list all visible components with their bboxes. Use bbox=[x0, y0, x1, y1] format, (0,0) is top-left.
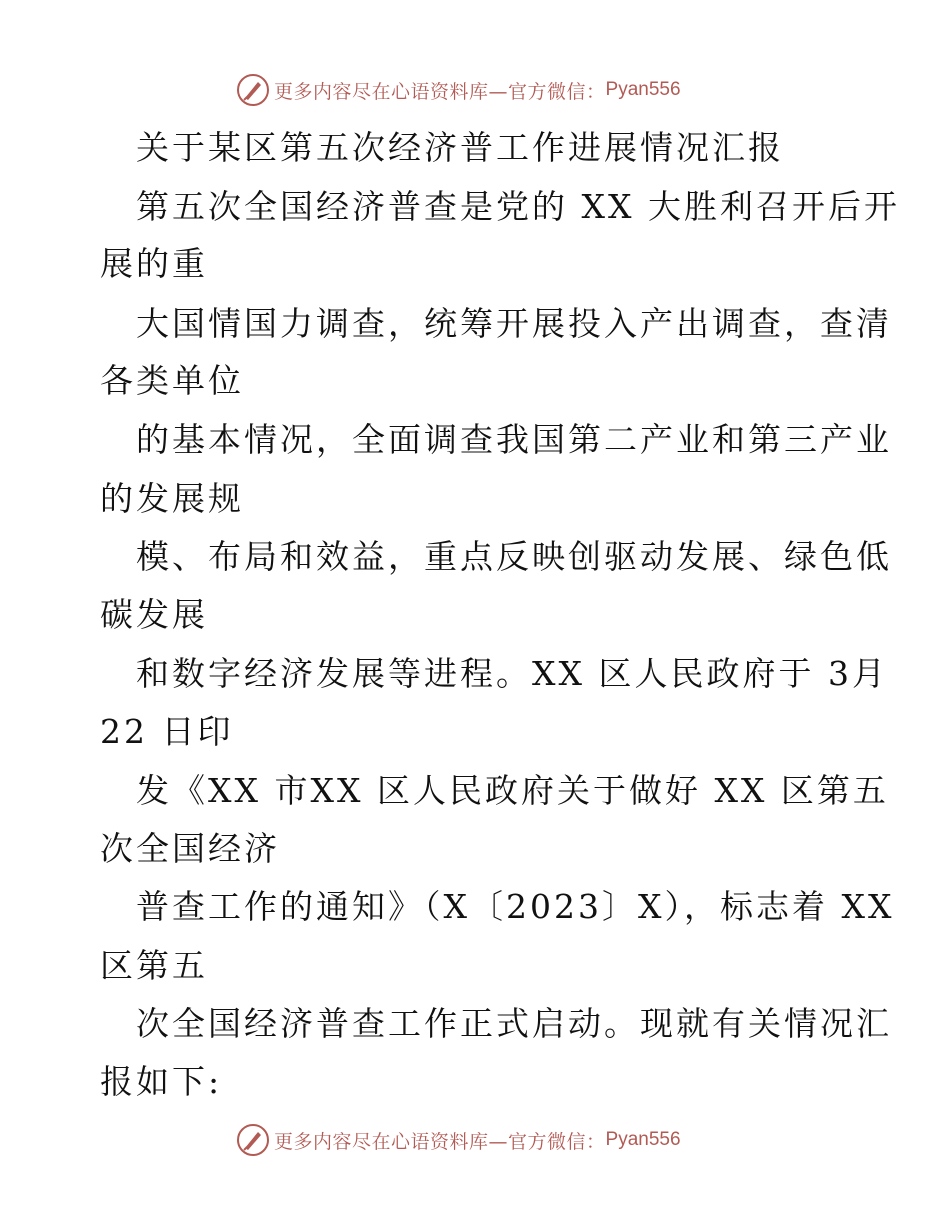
watermark-text: 更多内容尽在心语资料库—官方微信： bbox=[274, 1130, 606, 1153]
body-line: 第五次全国经济普查是党的 XX 大胜利召开后开 bbox=[136, 187, 900, 226]
watermark-wechat-id: Pyan556 bbox=[605, 1129, 681, 1150]
watermark-wechat-id: Pyan556 bbox=[605, 79, 681, 100]
body-line: 的发展规 bbox=[100, 479, 244, 518]
body-line: 和数字经济发展等进程。XX 区人民政府于 3月 bbox=[136, 654, 888, 693]
body-line: 大国情国力调查，统筹开展投入产出调查，查清 bbox=[136, 304, 892, 343]
body-line: 普查工作的通知》（X〔2023〕X），标志着 XX bbox=[136, 887, 895, 926]
body-line: 展的重 bbox=[100, 244, 208, 283]
header-watermark bbox=[236, 72, 681, 108]
body-line: 报如下: bbox=[100, 1062, 223, 1101]
body-line: 次全国经济普查工作正式启动。现就有关情况汇 bbox=[136, 1004, 892, 1043]
body-line: 22 日印 bbox=[100, 712, 234, 751]
document-title: 关于某区第五次经济普工作进展情况汇报 bbox=[136, 128, 784, 167]
footer-watermark bbox=[236, 1122, 681, 1158]
body-line: 模、布局和效益，重点反映创驱动发展、绿色低 bbox=[136, 537, 892, 576]
body-line: 的基本情况，全面调查我国第二产业和第三产业 bbox=[136, 420, 892, 459]
quill-logo-icon bbox=[236, 73, 270, 107]
body-line: 次全国经济 bbox=[100, 829, 280, 868]
body-line: 区第五 bbox=[100, 946, 208, 985]
body-line: 发《XX 市XX 区人民政府关于做好 XX 区第五 bbox=[136, 771, 889, 810]
body-line: 碳发展 bbox=[100, 595, 208, 634]
watermark-text: 更多内容尽在心语资料库—官方微信： bbox=[274, 80, 606, 103]
quill-logo-icon bbox=[236, 1123, 270, 1157]
body-line: 各类单位 bbox=[100, 361, 244, 400]
